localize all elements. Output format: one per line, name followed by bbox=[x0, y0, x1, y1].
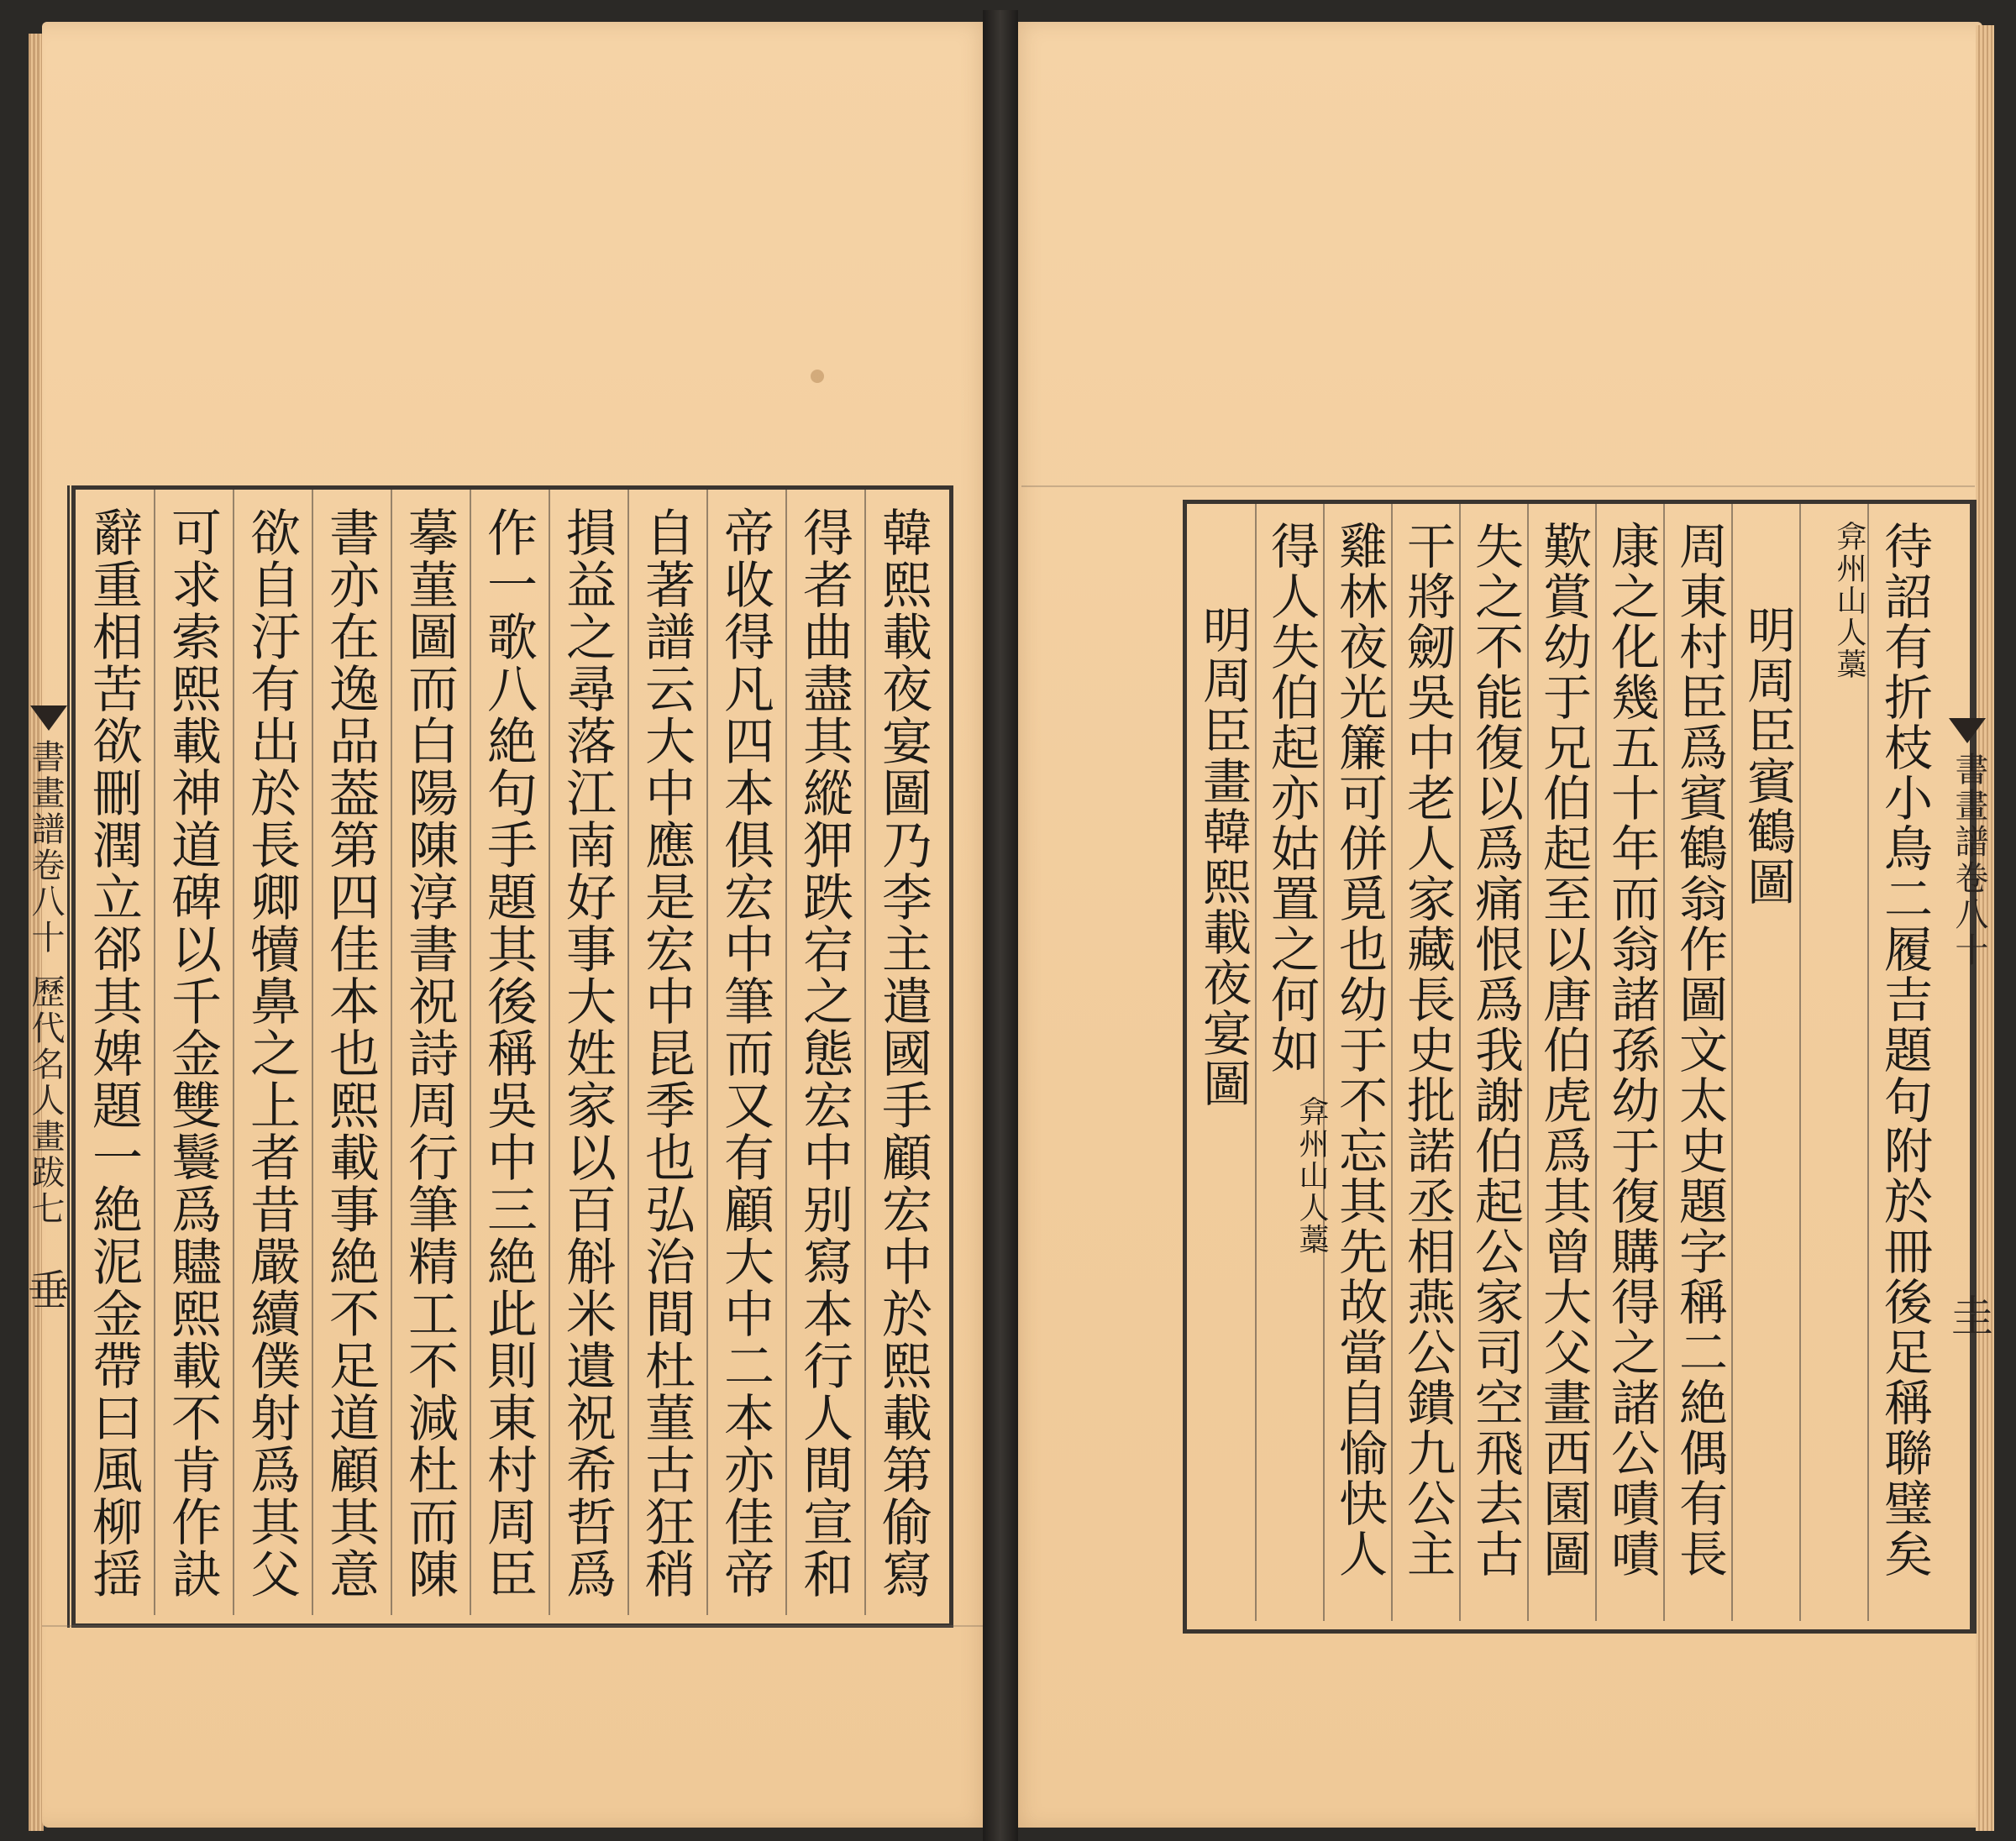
text-column: 作一歌八絶句手題其後稱吳中三絶此則東村周臣 bbox=[479, 506, 538, 1600]
text-column: 欲自汙有出於長卿犢鼻之上者昔嚴續僕射爲其父 bbox=[242, 506, 301, 1600]
book-gutter bbox=[983, 10, 1018, 1841]
text-column: 損益之尋落江南好事大姓家以百斛米遺祝希哲爲 bbox=[558, 506, 617, 1600]
right-text-frame bbox=[1183, 500, 1977, 1634]
text-column: 待詔有折枝小鳥二履吉題句附於冊後足稱聯璧矣 bbox=[1876, 521, 1933, 1579]
page-number: 垂 bbox=[21, 1268, 70, 1313]
text-column: 辭重相苦欲刪潤立郤其婢題一絶泥金帶曰風柳揺 bbox=[84, 506, 143, 1600]
text-column: 可求索熙載神道碑以千金雙鬟爲贐熙載不肯作訣 bbox=[163, 506, 222, 1600]
attribution: 弇州山人藁 bbox=[1294, 1096, 1329, 1256]
text-column: 得人失伯起亦姑置之何如 bbox=[1263, 521, 1320, 1075]
running-title: 書畫譜卷八十 bbox=[1950, 752, 1988, 968]
paper-spot bbox=[811, 370, 824, 383]
attribution: 弇州山人藁 bbox=[1832, 521, 1866, 680]
left-text-frame bbox=[71, 485, 953, 1628]
text-column: 自著譜云大中應是宏中昆季也弘治間杜菫古狂稍 bbox=[637, 506, 696, 1600]
text-column: 書亦在逸品葢第四佳本也熙載事絶不足道顧其意 bbox=[321, 506, 380, 1600]
text-column: 失之不能復以爲痛恨爲我謝伯起公家司空飛去古 bbox=[1467, 521, 1524, 1579]
text-column: 康之化幾五十年而翁諸孫幼于復購得之諸公嘖嘖 bbox=[1603, 521, 1660, 1579]
page-number: 圭 bbox=[1945, 1293, 1993, 1338]
right-banner-rule bbox=[1970, 500, 1989, 1629]
text-column: 帝收得凡四本俱宏中筆而又有顧大中二本亦佳帝 bbox=[716, 506, 774, 1600]
text-column: 雞林夜光簾可併覓也幼于不忘其先故當自愉快人 bbox=[1331, 521, 1388, 1579]
fish-tail-mark bbox=[1949, 718, 1986, 743]
section-heading: 明周臣畫韓熙載夜宴圖 bbox=[1194, 605, 1252, 1109]
top-guide-line bbox=[1021, 485, 1975, 487]
text-column: 韓熙載夜宴圖乃李主遣國手顧宏中於熙載第偷寫 bbox=[874, 506, 932, 1600]
bottom-guide-line bbox=[42, 1625, 983, 1627]
text-column: 摹菫圖而白陽陳淳書祝詩周行筆精工不減杜而陳 bbox=[400, 506, 459, 1600]
running-title: 書畫譜卷八十 bbox=[26, 739, 65, 956]
fish-tail-mark bbox=[30, 705, 67, 731]
text-column: 干將劒吳中老人家藏長史批諾丞相燕公鐀九公主 bbox=[1399, 521, 1456, 1579]
text-column: 歎賞幼于兄伯起至以唐伯虎爲其曾大父畫西園圖 bbox=[1535, 521, 1592, 1579]
section-heading: 明周臣賓鶴圖 bbox=[1739, 605, 1796, 907]
text-column: 周東村臣爲賓鶴翁作圖文太史題字稱二絶偶有長 bbox=[1671, 521, 1728, 1579]
text-column: 得者曲盡其縱狎跌宕之態宏中别寫本行人間宣和 bbox=[795, 506, 853, 1600]
running-subtitle: 歷代名人畫跋七 bbox=[26, 974, 65, 1227]
